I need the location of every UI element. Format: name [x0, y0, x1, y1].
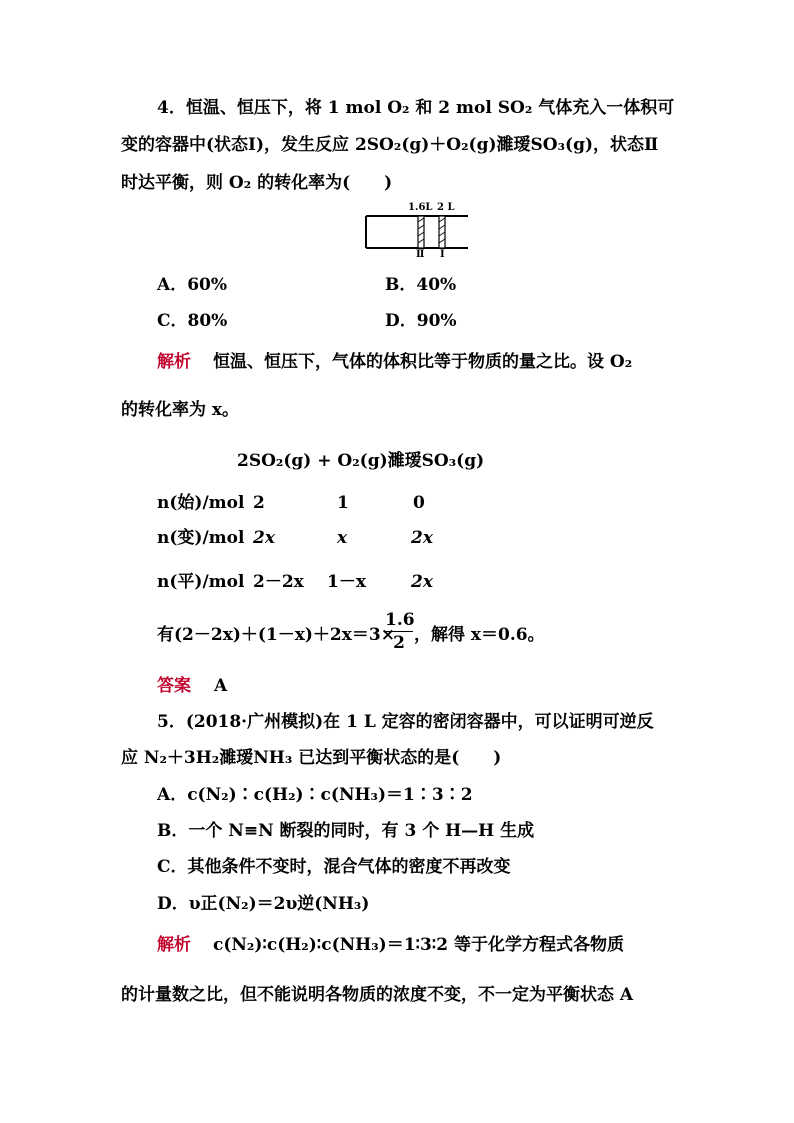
fraction-bar — [385, 631, 413, 632]
ice-cell: 2 — [253, 493, 265, 513]
q5-analysis-line1: c(N₂)∶c(H₂)∶c(NH₃)＝1∶3∶2 等于化学方程式各物质 — [213, 935, 624, 955]
q4-analysis-label: 解析 — [157, 352, 191, 372]
q5-option-a: A．c(N₂)∶c(H₂)∶c(NH₃)＝1∶3∶2 — [157, 785, 473, 805]
q5-stem-line2: 应 N₂＋3H₂濉瑷NH₃ 已达到平衡状态的是( ) — [121, 748, 502, 768]
q4-stem-line3: 时达平衡，则 O₂ 的转化率为( ) — [121, 173, 393, 193]
ice-cell: 1 — [337, 493, 349, 513]
q4-stem-line1: 4．恒温、恒压下，将 1 mol O₂ 和 2 mol SO₂ 气体充入一体积可 — [157, 98, 675, 118]
q4-answer-value: A — [214, 676, 228, 696]
q4-option-b: B．40% — [385, 275, 457, 295]
q4-equation: 2SO₂(g) + O₂(g)濉瑷SO₃(g) — [237, 451, 485, 471]
q5-analysis-label: 解析 — [157, 935, 191, 955]
ice-row-label: n(始)/mol — [157, 493, 245, 513]
ice-row-label: n(平)/mol — [157, 572, 245, 592]
piston-state-2 — [418, 216, 424, 248]
label-state-1: Ⅰ — [440, 249, 445, 260]
q5-option-c: C．其他条件不变时，混合气体的密度不再改变 — [157, 857, 511, 877]
ice-cell: x — [337, 528, 348, 548]
ice-cell: 2x — [253, 528, 275, 548]
q5-option-d: D．υ正(N₂)＝2υ逆(NH₃) — [157, 894, 370, 914]
container-diagram — [360, 202, 470, 262]
q4-option-d: D．90% — [385, 311, 457, 331]
ice-row-label: n(变)/mol — [157, 528, 245, 548]
q4-analysis-line2: 的转化率为 x。 — [121, 400, 240, 420]
q4-analysis-line1: 恒温、恒压下，气体的体积比等于物质的量之比。设 O₂ — [213, 352, 633, 372]
q4-option-c: C．80% — [157, 311, 228, 331]
q5-stem-line1: 5．(2018·广州模拟)在 1 L 定容的密闭容器中，可以证明可逆反 — [157, 712, 654, 732]
q5-analysis-line2: 的计量数之比，但不能说明各物质的浓度不变，不一定为平衡状态 A — [121, 985, 634, 1005]
ice-cell: 0 — [413, 493, 425, 513]
fraction-numerator: 1.6 — [385, 610, 415, 630]
q4-solve-prefix: 有(2－2x)＋(1－x)＋2x＝3× — [157, 625, 395, 645]
label-1-6L: 1.6L — [408, 202, 433, 213]
q4-stem-line2: 变的容器中(状态Ⅰ)，发生反应 2SO₂(g)＋O₂(g)濉瑷SO₃(g)，状态Ⅱ — [121, 135, 659, 155]
label-state-2: Ⅱ — [416, 249, 425, 260]
q4-fraction — [385, 610, 413, 653]
fraction-denominator: 2 — [393, 633, 405, 653]
piston-state-1 — [439, 216, 445, 248]
q5-option-b: B．一个 N≡N 断裂的同时，有 3 个 H—H 生成 — [157, 821, 535, 841]
ice-cell: 2x — [411, 528, 433, 548]
label-2L: 2 L — [437, 202, 455, 213]
q4-option-a: A．60% — [157, 275, 228, 295]
q4-answer-label: 答案 — [157, 676, 191, 696]
q4-solve-suffix: ，解得 x＝0.6。 — [414, 625, 545, 645]
ice-cell: 2－2x — [253, 572, 304, 592]
ice-cell: 2x — [411, 572, 433, 592]
ice-cell: 1－x — [327, 572, 366, 592]
